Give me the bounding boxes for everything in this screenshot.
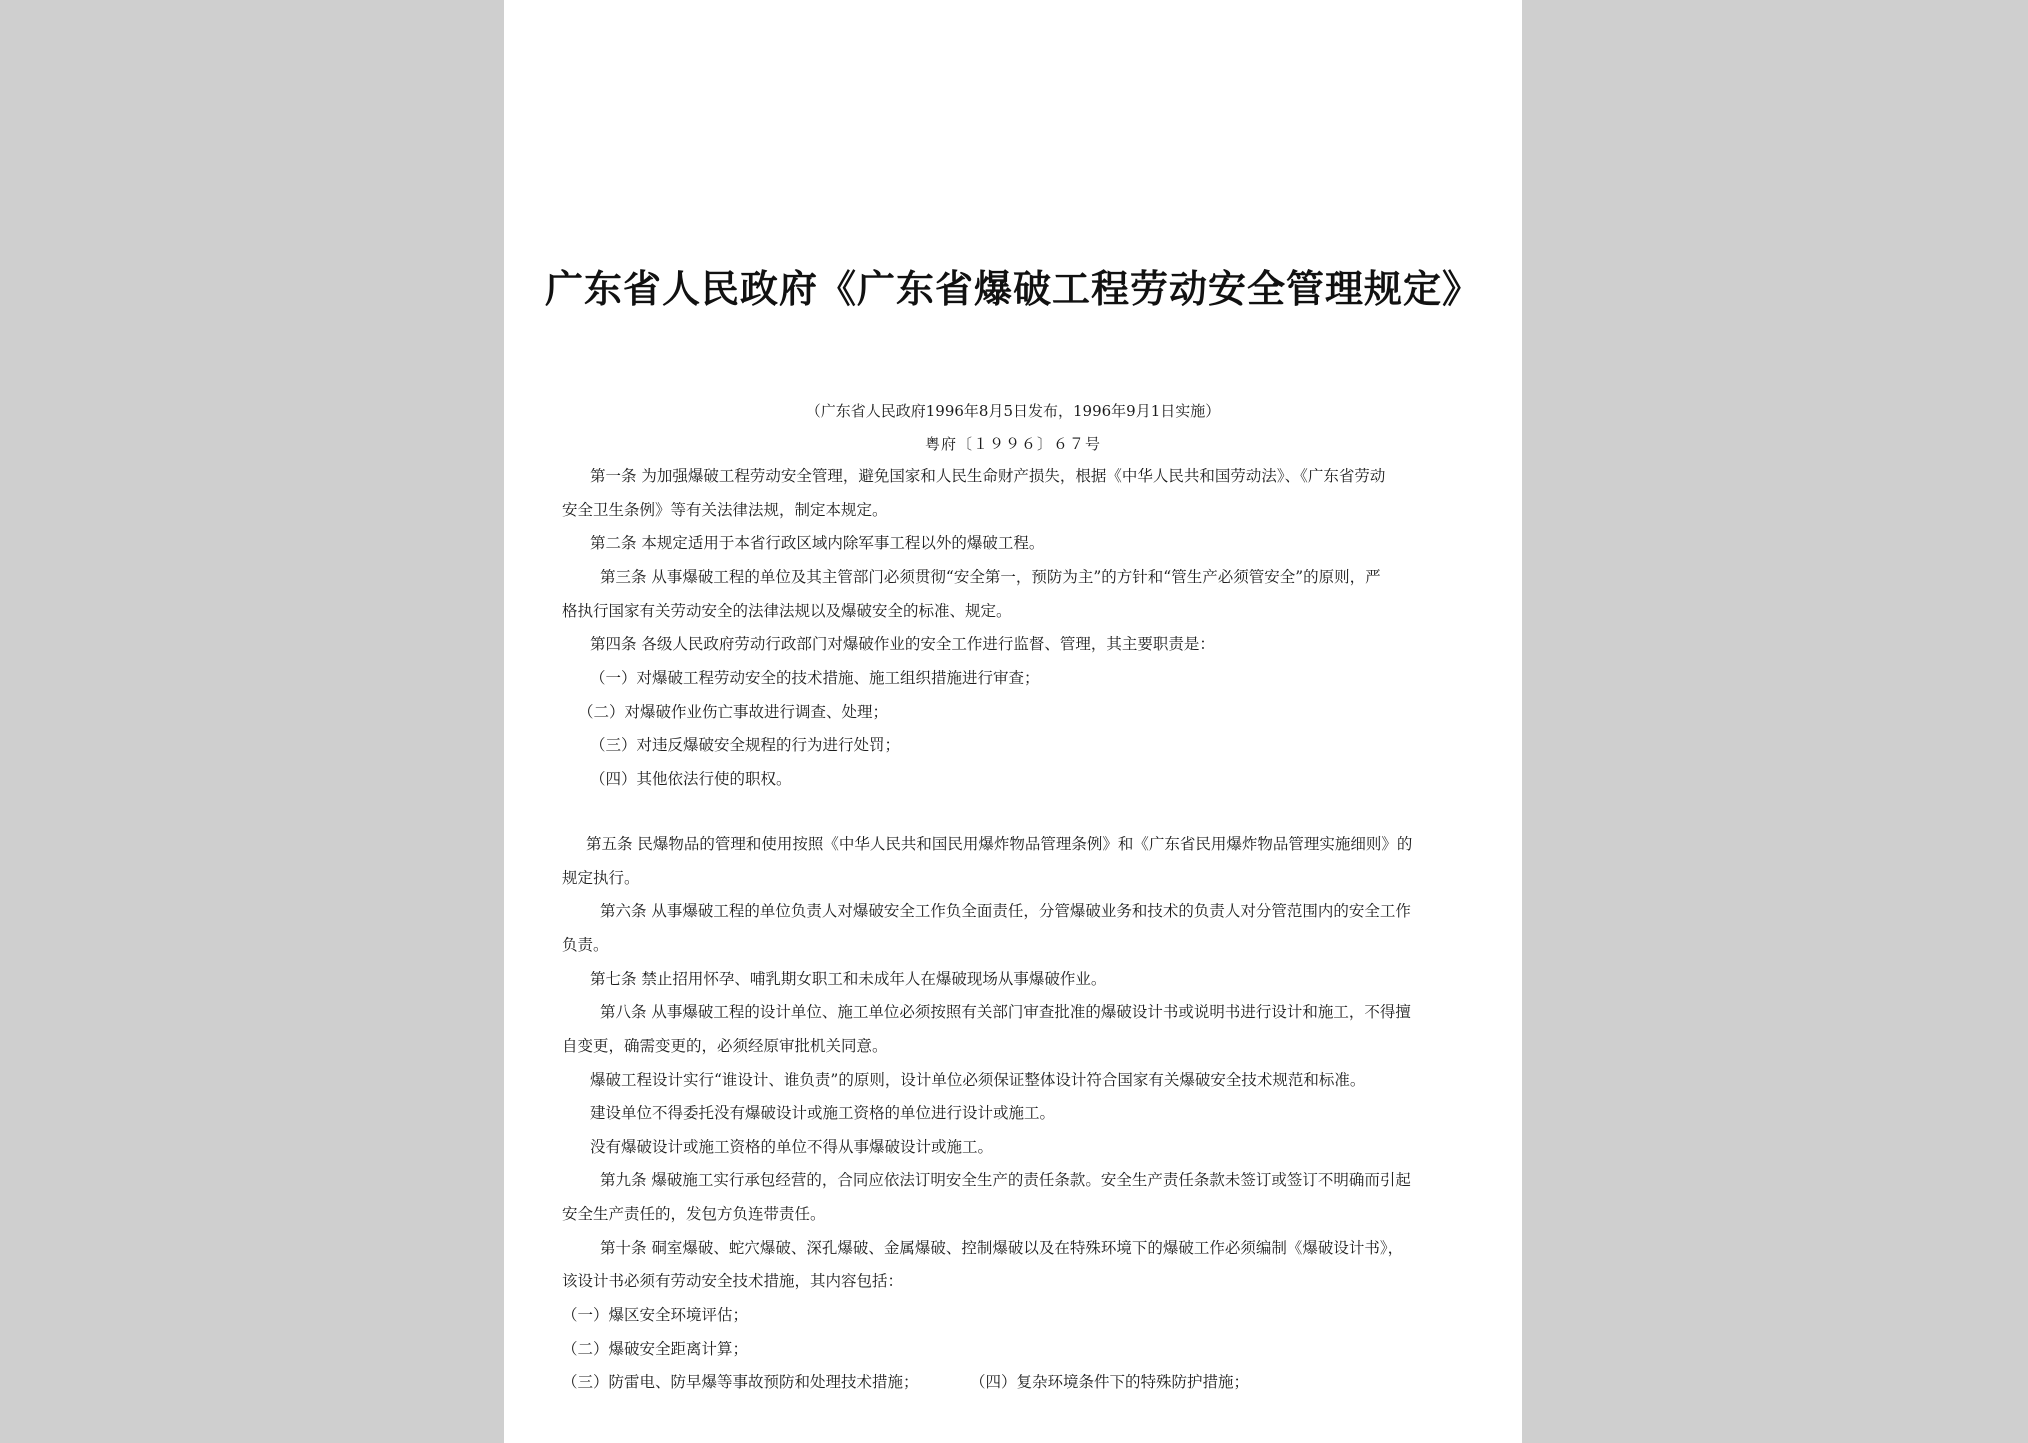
article-3-line-2: 格执行国家有关劳动安全的法律法规以及爆破安全的标准、规定。 [562,602,1012,620]
article-10-item-4: （四）复杂环境条件下的特殊防护措施； [970,1373,1250,1391]
article-10-line-1: 第十条 硐室爆破、蛇穴爆破、深孔爆破、金属爆破、控制爆破以及在特殊环境下的爆破工作必须编制《爆破设计书》， [600,1239,1404,1257]
article-10-item-2: （二）爆破安全距离计算； [562,1340,749,1358]
article-5-line-2: 规定执行。 [562,869,640,887]
document-number: 粤府〔１９９６〕６７号 [924,435,1101,453]
article-4-item-3: （三）对违反爆破安全规程的行为进行处罚； [590,736,901,754]
article-8-para-4: 没有爆破设计或施工资格的单位不得从事爆破设计或施工。 [590,1138,994,1156]
issue-info: （广东省人民政府1996年8月5日发布，1996年9月1日实施） [805,402,1221,420]
article-8-line-2: 自变更，确需变更的，必须经原审批机关同意。 [562,1037,888,1055]
article-1-line-1: 第一条 为加强爆破工程劳动安全管理，避免国家和人民生命财产损失，根据《中华人民共和国劳动法》、《广东省劳动 [590,467,1386,485]
article-5-line-1: 第五条 民爆物品的管理和使用按照《中华人民共和国民用爆炸物品管理条例》和《广东省民用爆炸物品管理实施细则》的 [586,835,1413,853]
article-10-line-2: 该设计书必须有劳动安全技术措施，其内容包括： [562,1272,904,1290]
document-title: 广东省人民政府《广东省爆破工程劳动安全管理规定》 [544,266,1481,311]
article-4-item-2: （二）对爆破作业伤亡事故进行调查、处理； [578,703,889,721]
document-page [504,0,1522,1443]
article-8-para-2: 爆破工程设计实行“谁设计、谁负责”的原则，设计单位必须保证整体设计符合国家有关爆破安全技术规范和标准。 [590,1071,1366,1089]
article-4: 第四条 各级人民政府劳动行政部门对爆破作业的安全工作进行监督、管理，其主要职责是： [590,635,1215,653]
article-8-line-1: 第八条 从事爆破工程的设计单位、施工单位必须按照有关部门审查批准的爆破设计书或说明书进行设计和施工，不得擅 [600,1003,1411,1021]
article-10-item-3: （三）防雷电、防早爆等事故预防和处理技术措施； [562,1373,919,1391]
article-9-line-2: 安全生产责任的，发包方负连带责任。 [562,1205,826,1223]
article-10-item-1: （一）爆区安全环境评估； [562,1306,749,1324]
article-4-item-4: （四）其他依法行使的职权。 [590,770,792,788]
article-8-para-3: 建设单位不得委托没有爆破设计或施工资格的单位进行设计或施工。 [590,1104,1056,1122]
article-4-item-1: （一）对爆破工程劳动安全的技术措施、施工组织措施进行审查； [590,669,1040,687]
article-2: 第二条 本规定适用于本省行政区域内除军事工程以外的爆破工程。 [590,534,1045,552]
article-1-line-2: 安全卫生条例》等有关法律法规，制定本规定。 [562,501,888,519]
article-6-line-1: 第六条 从事爆破工程的单位负责人对爆破安全工作负全面责任，分管爆破业务和技术的负责人对分管范围内的安全工作 [600,902,1411,920]
article-6-line-2: 负责。 [562,936,609,954]
article-9-line-1: 第九条 爆破施工实行承包经营的，合同应依法订明安全生产的责任条款。安全生产责任条款未签订或签订不明确而引起 [600,1171,1411,1189]
article-3-line-1: 第三条 从事爆破工程的单位及其主管部门必须贯彻“安全第一，预防为主”的方针和“管生产必须管安全”的原则，严 [600,568,1381,586]
article-7: 第七条 禁止招用怀孕、哺乳期女职工和未成年人在爆破现场从事爆破作业。 [590,970,1107,988]
